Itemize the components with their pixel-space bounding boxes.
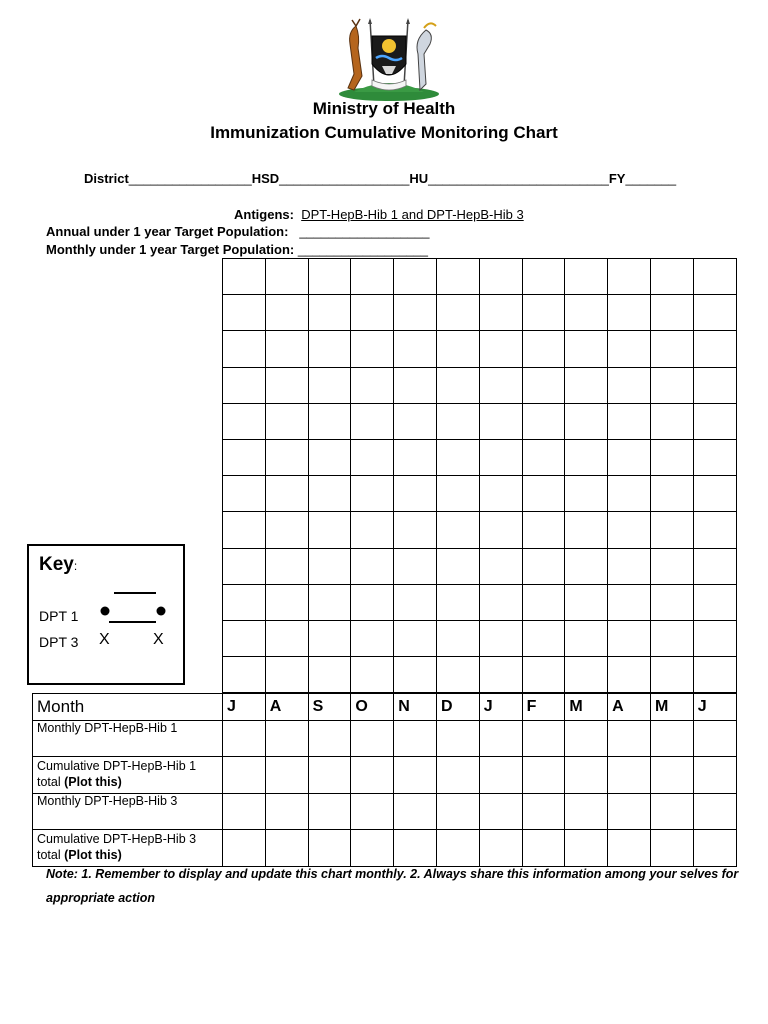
monthly-target-row	[46, 242, 428, 257]
data-entry-cell[interactable]	[608, 830, 651, 867]
district-label: District	[84, 171, 129, 186]
grid-cell[interactable]	[479, 403, 522, 439]
antigens-value: DPT-HepB-Hib 1 and DPT-HepB-Hib 3	[301, 207, 524, 222]
plot-grid[interactable]	[222, 258, 737, 693]
grid-cell[interactable]	[565, 620, 608, 656]
grid-cell[interactable]	[565, 403, 608, 439]
grid-cell[interactable]	[265, 512, 308, 548]
header-fields-row	[84, 171, 676, 186]
grid-cell[interactable]	[479, 657, 522, 693]
grid-row	[223, 259, 737, 295]
grid-row	[223, 620, 737, 656]
data-entry-cell[interactable]	[522, 757, 565, 794]
data-entry-cell[interactable]	[693, 830, 736, 867]
month-header-cell: A	[265, 694, 308, 721]
grid-cell[interactable]	[608, 584, 651, 620]
data-entry-cell[interactable]	[351, 794, 394, 830]
grid-row	[223, 367, 737, 403]
data-entry-cell[interactable]	[223, 721, 266, 757]
grid-cell[interactable]	[436, 367, 479, 403]
chart-title: Immunization Cumulative Monitoring Chart	[210, 123, 558, 142]
grid-row	[223, 657, 737, 693]
grid-cell[interactable]	[351, 620, 394, 656]
antigens-label: Antigens:	[234, 207, 294, 222]
data-entry-cell[interactable]	[351, 830, 394, 867]
grid-cell[interactable]	[394, 295, 437, 331]
row-label-monthly-dpt1: Monthly DPT-HepB-Hib 1	[33, 721, 223, 757]
data-entry-cell[interactable]	[351, 757, 394, 794]
data-entry-cell[interactable]	[308, 757, 351, 794]
data-entry-cell[interactable]	[608, 757, 651, 794]
antigens-row	[234, 207, 524, 222]
grid-cell[interactable]	[223, 403, 266, 439]
grid-cell[interactable]	[479, 331, 522, 367]
month-header-cell: F	[522, 694, 565, 721]
grid-cell[interactable]	[351, 295, 394, 331]
grid-cell[interactable]	[308, 439, 351, 475]
data-entry-cell[interactable]	[565, 721, 608, 757]
grid-cell[interactable]	[265, 548, 308, 584]
grid-cell[interactable]	[565, 295, 608, 331]
data-entry-cell[interactable]	[608, 721, 651, 757]
grid-cell[interactable]	[351, 512, 394, 548]
grid-cell[interactable]	[265, 657, 308, 693]
grid-cell[interactable]	[394, 476, 437, 512]
grid-cell[interactable]	[394, 657, 437, 693]
coat-of-arms-logo	[334, 14, 444, 102]
data-entry-cell[interactable]	[693, 757, 736, 794]
month-header-cell: J	[479, 694, 522, 721]
month-label: Month	[33, 694, 223, 721]
annual-target-row	[46, 224, 429, 239]
grid-cell[interactable]	[223, 620, 266, 656]
grid-cell[interactable]	[479, 367, 522, 403]
grid-cell[interactable]	[650, 295, 693, 331]
grid-cell[interactable]	[650, 512, 693, 548]
grid-cell[interactable]	[308, 403, 351, 439]
grid-cell[interactable]	[436, 512, 479, 548]
grid-cell[interactable]	[351, 367, 394, 403]
grid-cell[interactable]	[394, 584, 437, 620]
grid-row	[223, 403, 737, 439]
data-entry-cell[interactable]	[693, 721, 736, 757]
grid-cell[interactable]	[565, 331, 608, 367]
grid-cell[interactable]	[265, 476, 308, 512]
dpt1-dot-left-icon	[101, 607, 110, 616]
key-dpt3-label: DPT 3	[39, 634, 79, 650]
legend-key	[27, 544, 185, 685]
grid-cell[interactable]	[650, 259, 693, 295]
data-entry-cell[interactable]	[394, 794, 437, 830]
grid-cell[interactable]	[223, 259, 266, 295]
month-header-cell: N	[394, 694, 437, 721]
grid-cell[interactable]	[479, 512, 522, 548]
data-entry-cell[interactable]	[522, 794, 565, 830]
grid-cell[interactable]	[522, 403, 565, 439]
table-row	[33, 721, 737, 757]
grid-cell[interactable]	[265, 584, 308, 620]
grid-cell[interactable]	[351, 476, 394, 512]
grid-cell[interactable]	[308, 657, 351, 693]
grid-cell[interactable]	[308, 259, 351, 295]
data-entry-cell[interactable]	[265, 794, 308, 830]
data-entry-cell[interactable]	[522, 830, 565, 867]
grid-cell[interactable]	[436, 259, 479, 295]
grid-cell[interactable]	[308, 295, 351, 331]
grid-cell[interactable]	[522, 439, 565, 475]
data-entry-cell[interactable]	[650, 794, 693, 830]
dpt3-x-left-icon: X	[99, 631, 110, 648]
grid-cell[interactable]	[522, 512, 565, 548]
data-entry-cell[interactable]	[265, 830, 308, 867]
grid-cell[interactable]	[308, 476, 351, 512]
grid-cell[interactable]	[308, 367, 351, 403]
dpt1-dot-right-icon	[157, 607, 166, 616]
grid-cell[interactable]	[650, 403, 693, 439]
data-entry-cell[interactable]	[565, 794, 608, 830]
grid-cell[interactable]	[436, 295, 479, 331]
data-entry-cell[interactable]	[394, 721, 437, 757]
grid-cell[interactable]	[693, 512, 736, 548]
grid-cell[interactable]	[650, 657, 693, 693]
hu-label: HU	[409, 171, 429, 186]
grid-cell[interactable]	[223, 512, 266, 548]
monthly-target-field[interactable]: __________________	[297, 242, 428, 257]
grid-cell[interactable]	[223, 295, 266, 331]
grid-cell[interactable]	[608, 657, 651, 693]
grid-cell[interactable]	[479, 476, 522, 512]
district-field[interactable]: _________________	[128, 171, 252, 186]
month-header-cell: J	[693, 694, 736, 721]
grid-cell[interactable]	[565, 548, 608, 584]
grid-cell[interactable]	[608, 548, 651, 584]
grid-cell[interactable]	[608, 620, 651, 656]
month-header-row	[33, 694, 737, 721]
grid-cell[interactable]	[394, 403, 437, 439]
grid-cell[interactable]	[308, 548, 351, 584]
month-header-cell: A	[608, 694, 651, 721]
monthly-data-table	[32, 693, 737, 867]
grid-cell[interactable]	[308, 620, 351, 656]
grid-cell[interactable]	[436, 657, 479, 693]
grid-cell[interactable]	[650, 367, 693, 403]
grid-cell[interactable]	[565, 657, 608, 693]
grid-cell[interactable]	[436, 439, 479, 475]
grid-cell[interactable]	[565, 512, 608, 548]
grid-row	[223, 331, 737, 367]
data-entry-cell[interactable]	[308, 794, 351, 830]
data-entry-cell[interactable]	[436, 830, 479, 867]
grid-cell[interactable]	[223, 367, 266, 403]
month-header-cell: O	[351, 694, 394, 721]
ministry-title: Ministry of Health	[312, 99, 456, 118]
grid-cell[interactable]	[223, 476, 266, 512]
grid-cell[interactable]	[522, 476, 565, 512]
month-header-cell: M	[565, 694, 608, 721]
grid-cell[interactable]	[308, 512, 351, 548]
data-entry-cell[interactable]	[223, 794, 266, 830]
hsd-field[interactable]: __________________	[279, 171, 410, 186]
grid-cell[interactable]	[351, 584, 394, 620]
grid-cell[interactable]	[265, 403, 308, 439]
grid-row	[223, 439, 737, 475]
grid-cell[interactable]	[608, 259, 651, 295]
data-entry-cell[interactable]	[479, 830, 522, 867]
data-entry-cell[interactable]	[650, 721, 693, 757]
data-entry-cell[interactable]	[522, 721, 565, 757]
grid-cell[interactable]	[265, 367, 308, 403]
grid-cell[interactable]	[522, 584, 565, 620]
grid-cell[interactable]	[351, 439, 394, 475]
key-title: Key:	[39, 554, 78, 575]
grid-cell[interactable]	[394, 439, 437, 475]
annual-target-field[interactable]: __________________	[299, 224, 430, 239]
grid-cell[interactable]	[351, 259, 394, 295]
grid-cell[interactable]	[608, 439, 651, 475]
data-entry-cell[interactable]	[394, 757, 437, 794]
grid-row	[223, 295, 737, 331]
data-entry-cell[interactable]	[479, 794, 522, 830]
data-entry-cell[interactable]	[565, 830, 608, 867]
grid-cell[interactable]	[522, 295, 565, 331]
grid-cell[interactable]	[650, 584, 693, 620]
grid-cell[interactable]	[693, 295, 736, 331]
row-label-cumulative-dpt1: Cumulative DPT-HepB-Hib 1 total (Plot this)	[33, 757, 223, 794]
grid-cell[interactable]	[223, 331, 266, 367]
grid-cell[interactable]	[693, 439, 736, 475]
grid-cell[interactable]	[650, 620, 693, 656]
grid-cell[interactable]	[650, 476, 693, 512]
data-entry-cell[interactable]	[351, 721, 394, 757]
grid-cell[interactable]	[436, 584, 479, 620]
grid-cell[interactable]	[565, 584, 608, 620]
grid-cell[interactable]	[265, 295, 308, 331]
grid-cell[interactable]	[308, 331, 351, 367]
grid-cell[interactable]	[265, 439, 308, 475]
grid-cell[interactable]	[223, 439, 266, 475]
row-label-monthly-dpt3: Monthly DPT-HepB-Hib 3	[33, 794, 223, 830]
grid-cell[interactable]	[693, 331, 736, 367]
grid-cell[interactable]	[522, 259, 565, 295]
hsd-label: HSD	[251, 171, 280, 186]
grid-cell[interactable]	[436, 331, 479, 367]
grid-cell[interactable]	[650, 548, 693, 584]
grid-cell[interactable]	[394, 331, 437, 367]
fy-field[interactable]: _______	[625, 171, 677, 186]
grid-cell[interactable]	[608, 367, 651, 403]
grid-cell[interactable]	[479, 548, 522, 584]
grid-cell[interactable]	[394, 512, 437, 548]
monthly-target-label: Monthly under 1 year Target Population:	[46, 242, 295, 257]
grid-cell[interactable]	[650, 331, 693, 367]
grid-row	[223, 548, 737, 584]
grid-cell[interactable]	[394, 367, 437, 403]
grid-row	[223, 584, 737, 620]
data-entry-cell[interactable]	[650, 830, 693, 867]
grid-cell[interactable]	[436, 476, 479, 512]
data-entry-cell[interactable]	[394, 830, 437, 867]
grid-cell[interactable]	[436, 548, 479, 584]
grid-cell[interactable]	[223, 657, 266, 693]
data-entry-cell[interactable]	[436, 794, 479, 830]
grid-cell[interactable]	[436, 403, 479, 439]
grid-cell[interactable]	[522, 657, 565, 693]
data-entry-cell[interactable]	[693, 794, 736, 830]
grid-cell[interactable]	[650, 439, 693, 475]
grid-cell[interactable]	[608, 512, 651, 548]
data-entry-cell[interactable]	[650, 757, 693, 794]
dpt1-line-marker	[89, 586, 179, 636]
data-entry-cell[interactable]	[479, 721, 522, 757]
month-header-cell: M	[650, 694, 693, 721]
grid-cell[interactable]	[565, 259, 608, 295]
grid-cell[interactable]	[265, 259, 308, 295]
data-entry-cell[interactable]	[265, 721, 308, 757]
dpt3-x-right-icon: X	[153, 631, 164, 648]
hu-field[interactable]: _________________________	[428, 171, 609, 186]
grid-cell[interactable]	[693, 259, 736, 295]
table-row	[33, 830, 737, 867]
grid-cell[interactable]	[522, 331, 565, 367]
grid-cell[interactable]	[565, 439, 608, 475]
grid-cell[interactable]	[608, 295, 651, 331]
grid-cell[interactable]	[223, 548, 266, 584]
data-entry-cell[interactable]	[608, 794, 651, 830]
grid-cell[interactable]	[693, 584, 736, 620]
data-entry-cell[interactable]	[436, 721, 479, 757]
data-entry-cell[interactable]	[479, 757, 522, 794]
table-row	[33, 794, 737, 830]
grid-cell[interactable]	[522, 548, 565, 584]
annual-target-label: Annual under 1 year Target Population:	[46, 224, 289, 239]
grid-cell[interactable]	[693, 620, 736, 656]
grid-row	[223, 476, 737, 512]
fy-label: FY	[608, 171, 626, 186]
grid-cell[interactable]	[351, 548, 394, 584]
grid-cell[interactable]	[693, 476, 736, 512]
grid-cell[interactable]	[565, 367, 608, 403]
grid-cell[interactable]	[522, 620, 565, 656]
data-entry-cell[interactable]	[308, 721, 351, 757]
grid-cell[interactable]	[479, 259, 522, 295]
footer-note: Note: 1. Remember to display and update this chart monthly. 2. Always share this information among your selves for appropriate action	[46, 867, 739, 905]
data-entry-cell[interactable]	[308, 830, 351, 867]
grid-cell[interactable]	[351, 331, 394, 367]
grid-cell[interactable]	[394, 620, 437, 656]
grid-cell[interactable]	[394, 259, 437, 295]
grid-cell[interactable]	[479, 620, 522, 656]
grid-cell[interactable]	[693, 403, 736, 439]
grid-cell[interactable]	[436, 620, 479, 656]
grid-cell[interactable]	[479, 584, 522, 620]
grid-cell[interactable]	[265, 620, 308, 656]
month-header-cell: S	[308, 694, 351, 721]
grid-cell[interactable]	[693, 548, 736, 584]
grid-cell[interactable]	[351, 403, 394, 439]
grid-cell[interactable]	[608, 331, 651, 367]
key-dpt1-label: DPT 1	[39, 608, 79, 624]
month-header-cell: J	[223, 694, 266, 721]
data-entry-cell[interactable]	[223, 830, 266, 867]
grid-cell[interactable]	[693, 367, 736, 403]
data-entry-cell[interactable]	[223, 757, 266, 794]
data-entry-cell[interactable]	[436, 757, 479, 794]
grid-cell[interactable]	[608, 476, 651, 512]
grid-cell[interactable]	[608, 403, 651, 439]
grid-cell[interactable]	[394, 548, 437, 584]
data-entry-cell[interactable]	[565, 757, 608, 794]
grid-cell[interactable]	[308, 584, 351, 620]
grid-cell[interactable]	[223, 584, 266, 620]
grid-cell[interactable]	[565, 476, 608, 512]
table-row	[33, 757, 737, 794]
grid-cell[interactable]	[479, 295, 522, 331]
grid-cell[interactable]	[522, 367, 565, 403]
month-header-cell: D	[436, 694, 479, 721]
grid-cell[interactable]	[351, 657, 394, 693]
grid-cell[interactable]	[479, 439, 522, 475]
row-label-cumulative-dpt3: Cumulative DPT-HepB-Hib 3 total (Plot this)	[33, 830, 223, 867]
grid-cell[interactable]	[693, 657, 736, 693]
grid-cell[interactable]	[265, 331, 308, 367]
data-entry-cell[interactable]	[265, 757, 308, 794]
grid-row	[223, 512, 737, 548]
